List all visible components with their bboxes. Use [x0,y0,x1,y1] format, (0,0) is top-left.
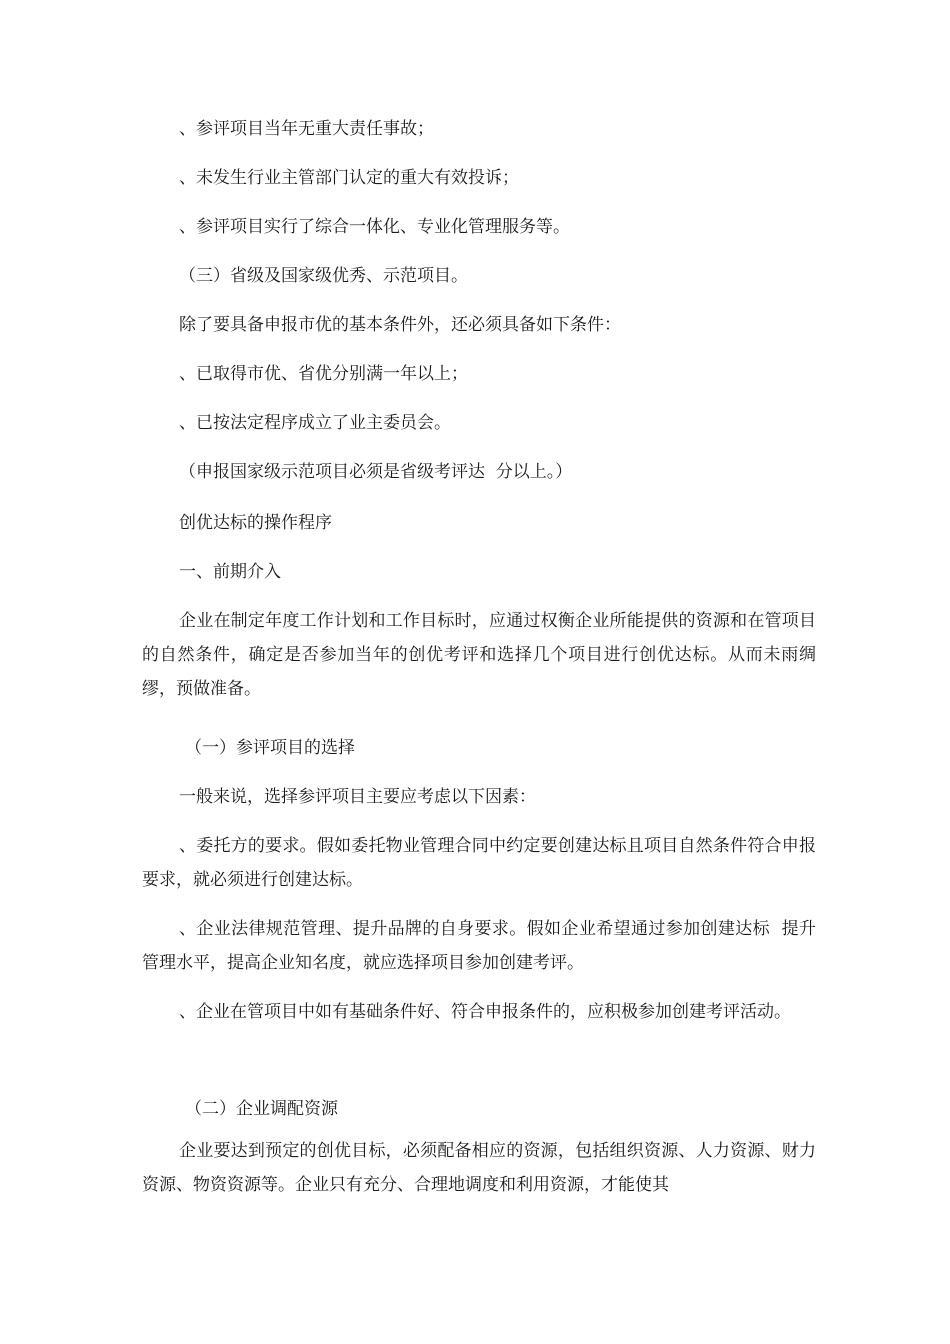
section-heading-selection: （一）参评项目的选择 [185,738,355,758]
paragraph-item-2: 、未发生行业主管部门认定的重大有效投诉； [179,168,519,188]
paragraph-note: （申报国家级示范项目必须是省级考评达 分以上。） [179,462,573,482]
paragraph-resources: 企业要达到预定的创优目标，必须配备相应的资源，包括组织资源、人力资源、财力资源、物资资源等。企业只有充分、合理地调度和利用资源，才能使其 [142,1141,816,1195]
paragraph-condition-1: 、已取得市优、省优分别满一年以上； [179,364,468,384]
paragraph-factor-2: 、企业法律规范管理、提升品牌的自身要求。假如企业希望通过参加创建达标 提升管理水平，提高企业知名度，就应选择项目参加创建考评。 [142,919,816,973]
paragraph-factor-3: 、企业在管项目中如有基础条件好、符合申报条件的，应积极参加创建考评活动。 [179,1002,791,1022]
section-heading-resources: （二）企业调配资源 [185,1099,338,1119]
section-heading-3: （三）省级及国家级优秀、示范项目。 [179,266,468,286]
paragraph-item-1: 、参评项目当年无重大责任事故； [179,119,434,139]
paragraph-early-intervention: 企业在制定年度工作计划和工作目标时，应通过权衡企业所能提供的资源和在管项目的自然条件，确定是否参加当年的创优考评和选择几个项目进行创优达标。从而未雨绸缪，预做准备。 [142,611,816,699]
paragraph-factor-1: 、委托方的要求。假如委托物业管理合同中约定要创建达标且项目自然条件符合申报要求，就必须进行创建达标。 [142,836,816,890]
section-heading-early: 一、前期介入 [179,562,281,582]
paragraph-condition-2: 、已按法定程序成立了业主委员会。 [179,413,451,433]
paragraph-item-3: 、参评项目实行了综合一体化、专业化管理服务等。 [179,217,570,237]
section-title-procedure: 创优达标的操作程序 [179,513,332,533]
paragraph-factors-intro: 一般来说，选择参评项目主要应考虑以下因素： [179,787,536,807]
paragraph-conditions-intro: 除了要具备申报市优的基本条件外，还必须具备如下条件： [179,315,621,335]
